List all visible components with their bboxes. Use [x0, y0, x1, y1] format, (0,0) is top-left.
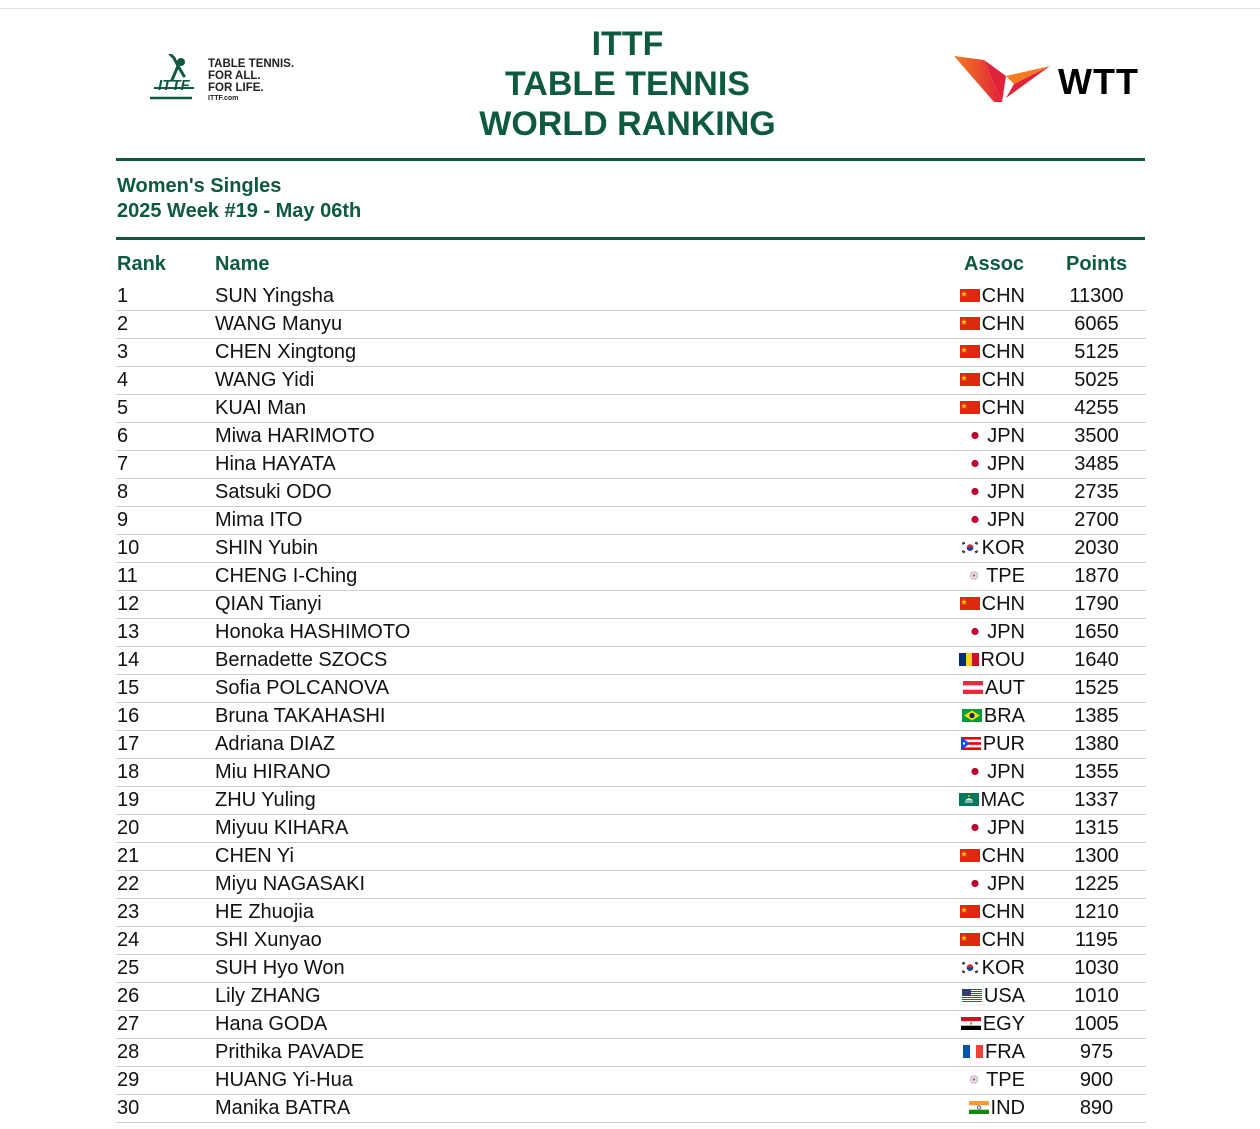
table-row: [0, 563, 1260, 591]
table-row: [0, 423, 1260, 451]
rank-cell: 22: [117, 873, 140, 895]
flag-puerto-rico-icon: [961, 737, 981, 750]
player-name: SHIN Yubin: [215, 537, 319, 559]
ranking-subtitle: [117, 174, 361, 224]
rank-cell: 18: [117, 761, 140, 783]
rank-cell: 27: [117, 1013, 140, 1035]
table-row: [0, 955, 1260, 983]
assoc-cell: [950, 311, 1025, 338]
table-row: [0, 283, 1260, 311]
assoc-cell: [950, 927, 1025, 954]
player-name: SUH Hyo Won: [215, 957, 345, 979]
points-cell: 1225: [1074, 873, 1119, 895]
header-rank: Rank: [117, 253, 166, 275]
flag-korea-icon: [960, 541, 980, 554]
player-name: HE Zhuojia: [215, 901, 314, 923]
flag-china-icon: [960, 373, 980, 386]
table-row: [0, 983, 1260, 1011]
assoc-code: IND: [990, 1097, 1025, 1119]
assoc-code: JPN: [987, 817, 1025, 839]
tagline-line-1: TABLE TENNIS.: [208, 58, 295, 70]
player-name: Hina HAYATA: [215, 453, 336, 475]
rank-cell: 5: [117, 397, 129, 419]
flag-china-icon: [960, 289, 980, 302]
table-row: [0, 535, 1260, 563]
table-row: [0, 507, 1260, 535]
points-cell: 1315: [1074, 817, 1119, 839]
player-name: Miwa HARIMOTO: [215, 425, 375, 447]
assoc-code: JPN: [987, 621, 1025, 643]
ittf-mark: ITTF: [158, 77, 190, 94]
flag-egypt-icon: [961, 1017, 981, 1030]
assoc-code: KOR: [981, 537, 1025, 559]
title-line-1: ITTF: [591, 25, 664, 63]
points-cell: 1195: [1074, 929, 1118, 951]
assoc-cell: [950, 367, 1025, 394]
assoc-code: KOR: [981, 957, 1025, 979]
assoc-cell: [950, 731, 1025, 758]
points-cell: 1010: [1074, 985, 1119, 1007]
rank-cell: 2: [117, 313, 129, 335]
assoc-cell: [950, 759, 1025, 786]
rank-cell: 10: [117, 537, 140, 559]
assoc-code: JPN: [987, 509, 1025, 531]
assoc-cell: [950, 619, 1025, 646]
top-divider: [0, 8, 1260, 9]
assoc-code: JPN: [987, 425, 1025, 447]
player-name: Prithika PAVADE: [215, 1041, 364, 1063]
flag-usa-icon: [962, 989, 982, 1002]
assoc-code: CHN: [981, 397, 1025, 419]
player-name: Manika BATRA: [215, 1097, 351, 1119]
assoc-code: JPN: [987, 453, 1025, 475]
player-name: Adriana DIAZ: [215, 733, 336, 755]
table-row: [0, 675, 1260, 703]
points-cell: 890: [1079, 1097, 1114, 1119]
assoc-code: FRA: [985, 1041, 1025, 1063]
table-row: [0, 815, 1260, 843]
assoc-code: EGY: [982, 1013, 1025, 1035]
rank-cell: 29: [117, 1069, 140, 1091]
assoc-cell: [950, 843, 1025, 870]
player-name: Miu HIRANO: [215, 761, 331, 783]
player-name: Bernadette SZOCS: [215, 649, 388, 671]
player-name: KUAI Man: [215, 397, 307, 419]
title-line-3: WORLD RANKING: [479, 105, 776, 143]
wtt-wing-icon: [954, 54, 1054, 106]
table-row: [0, 1011, 1260, 1039]
flag-japan-icon: [965, 877, 985, 890]
table-row: [0, 619, 1260, 647]
points-cell: 975: [1079, 1041, 1114, 1063]
ittf-logo: [148, 54, 323, 104]
rank-cell: 8: [117, 481, 129, 503]
points-cell: 1337: [1074, 789, 1119, 811]
flag-chinese-taipei-icon: [964, 569, 984, 582]
rank-cell: 11: [117, 565, 138, 587]
player-name: Hana GODA: [215, 1013, 328, 1035]
flag-japan-icon: [965, 429, 985, 442]
week-label: 2025 Week #19 - May 06th: [117, 200, 362, 222]
table-row: [0, 395, 1260, 423]
table-row: [0, 703, 1260, 731]
player-name: WANG Yidi: [215, 369, 315, 391]
assoc-code: CHN: [981, 313, 1025, 335]
points-cell: 1870: [1074, 565, 1119, 587]
rank-cell: 7: [117, 453, 129, 475]
points-cell: 1790: [1074, 593, 1119, 615]
points-cell: 2030: [1074, 537, 1119, 559]
player-name: Mima ITO: [215, 509, 303, 531]
assoc-cell: [950, 675, 1025, 702]
assoc-cell: [950, 423, 1025, 450]
player-name: Honoka HASHIMOTO: [215, 621, 411, 643]
rank-cell: 28: [117, 1041, 140, 1063]
rank-cell: 14: [117, 649, 140, 671]
points-cell: 11300: [1069, 285, 1124, 307]
tagline-line-3: FOR LIFE.: [208, 82, 264, 94]
assoc-code: ROU: [980, 649, 1025, 671]
event-label: Women's Singles: [117, 175, 282, 197]
header-name: Name: [215, 253, 270, 275]
rank-cell: 17: [117, 733, 140, 755]
page-title: [430, 24, 825, 144]
points-cell: 2735: [1074, 481, 1119, 503]
table-row: [0, 899, 1260, 927]
rank-cell: 26: [117, 985, 140, 1007]
player-name: Miyuu KIHARA: [215, 817, 349, 839]
flag-brazil-icon: [962, 709, 982, 722]
points-cell: 1380: [1074, 733, 1119, 755]
title-line-2: TABLE TENNIS: [505, 65, 750, 103]
flag-japan-icon: [965, 485, 985, 498]
assoc-code: TPE: [986, 1069, 1025, 1091]
assoc-cell: [950, 563, 1025, 590]
points-cell: 1030: [1074, 957, 1119, 979]
assoc-cell: [950, 451, 1025, 478]
table-row: [0, 843, 1260, 871]
assoc-cell: [950, 591, 1025, 618]
table-row: [0, 871, 1260, 899]
flag-china-icon: [960, 597, 980, 610]
points-cell: 1650: [1074, 621, 1119, 643]
points-cell: 1640: [1074, 649, 1119, 671]
rank-cell: 21: [117, 845, 140, 867]
assoc-code: CHN: [981, 369, 1025, 391]
flag-india-icon: [969, 1101, 989, 1114]
assoc-code: CHN: [981, 285, 1025, 307]
rank-cell: 25: [117, 957, 140, 979]
table-row: [0, 647, 1260, 675]
table-row: [0, 367, 1260, 395]
table-row: [0, 311, 1260, 339]
table-row: [0, 451, 1260, 479]
flag-china-icon: [960, 905, 980, 918]
points-cell: 5025: [1074, 369, 1119, 391]
assoc-cell: [950, 395, 1025, 422]
assoc-cell: [950, 787, 1025, 814]
assoc-cell: [950, 1011, 1025, 1038]
assoc-code: TPE: [986, 565, 1025, 587]
flag-japan-icon: [965, 625, 985, 638]
assoc-cell: [950, 647, 1025, 674]
rank-cell: 20: [117, 817, 140, 839]
points-cell: 1385: [1074, 705, 1119, 727]
player-name: Lily ZHANG: [215, 985, 321, 1007]
flag-japan-icon: [965, 513, 985, 526]
rank-cell: 16: [117, 705, 140, 727]
assoc-cell: [950, 871, 1025, 898]
points-cell: 1355: [1074, 761, 1119, 783]
assoc-code: JPN: [987, 761, 1025, 783]
player-name: Sofia POLCANOVA: [215, 677, 390, 699]
assoc-cell: [950, 983, 1025, 1010]
player-name: CHENG I-Ching: [215, 565, 358, 587]
table-row: [0, 731, 1260, 759]
points-cell: 1210: [1074, 901, 1119, 923]
player-name: CHEN Xingtong: [215, 341, 357, 363]
assoc-code: CHN: [981, 341, 1025, 363]
player-name: CHEN Yi: [215, 845, 294, 867]
player-name: QIAN Tianyi: [215, 593, 322, 615]
player-name: ZHU Yuling: [215, 789, 316, 811]
flag-china-icon: [960, 933, 980, 946]
flag-china-icon: [960, 345, 980, 358]
table-row: [0, 759, 1260, 787]
rank-cell: 12: [117, 593, 140, 615]
rank-cell: 19: [117, 789, 140, 811]
assoc-cell: [950, 703, 1025, 730]
ranking-table: [0, 283, 1260, 1123]
subtitle-rule: [116, 237, 1145, 240]
assoc-code: PUR: [982, 733, 1025, 755]
points-cell: 1525: [1074, 677, 1119, 699]
assoc-cell: [950, 1095, 1025, 1122]
points-cell: 1300: [1074, 845, 1119, 867]
player-name: Satsuki ODO: [215, 481, 332, 503]
assoc-cell: [950, 1067, 1025, 1094]
flag-japan-icon: [965, 765, 985, 778]
flag-romania-icon: [959, 653, 979, 666]
table-row: [0, 1039, 1260, 1067]
assoc-cell: [950, 479, 1025, 506]
assoc-cell: [950, 339, 1025, 366]
rank-cell: 15: [117, 677, 140, 699]
rank-cell: 13: [117, 621, 140, 643]
flag-china-icon: [960, 401, 980, 414]
wtt-logo: [954, 54, 1154, 106]
table-row: [0, 787, 1260, 815]
table-row: [0, 479, 1260, 507]
header-points: Points: [1066, 253, 1128, 275]
assoc-code: USA: [983, 985, 1025, 1007]
ittf-player-icon: [148, 54, 206, 102]
assoc-cell: [950, 507, 1025, 534]
assoc-code: CHN: [981, 929, 1025, 951]
flag-japan-icon: [965, 821, 985, 834]
ittf-url: ITTF.com: [208, 95, 239, 102]
table-row: [0, 1095, 1260, 1123]
points-cell: 6065: [1074, 313, 1119, 335]
player-name: Bruna TAKAHASHI: [215, 705, 386, 727]
player-name: WANG Manyu: [215, 313, 343, 335]
rank-cell: 1: [117, 285, 129, 307]
table-row: [0, 339, 1260, 367]
player-name: Miyu NAGASAKI: [215, 873, 366, 895]
table-header: [0, 253, 1260, 281]
assoc-code: JPN: [987, 873, 1025, 895]
flag-china-icon: [960, 317, 980, 330]
header-assoc: Assoc: [964, 253, 1025, 275]
rank-cell: 4: [117, 369, 129, 391]
assoc-cell: [950, 899, 1025, 926]
points-cell: 3485: [1074, 453, 1119, 475]
points-cell: 2700: [1074, 509, 1119, 531]
points-cell: 1005: [1074, 1013, 1119, 1035]
player-name: SUN Yingsha: [215, 285, 334, 307]
flag-korea-icon: [960, 961, 980, 974]
assoc-cell: [950, 1039, 1025, 1066]
table-row: [0, 591, 1260, 619]
rank-cell: 3: [117, 341, 129, 363]
rank-cell: 23: [117, 901, 140, 923]
rank-cell: 9: [117, 509, 129, 531]
ittf-tagline: [208, 58, 294, 103]
player-name: SHI Xunyao: [215, 929, 322, 951]
rank-cell: 24: [117, 929, 140, 951]
rank-cell: 6: [117, 425, 129, 447]
assoc-code: CHN: [981, 593, 1025, 615]
assoc-code: AUT: [985, 677, 1025, 699]
assoc-code: MAC: [980, 789, 1025, 811]
assoc-code: JPN: [987, 481, 1025, 503]
assoc-cell: [950, 815, 1025, 842]
tagline-line-2: FOR ALL.: [208, 70, 261, 82]
flag-china-icon: [960, 849, 980, 862]
flag-macao-icon: [959, 793, 979, 806]
table-row: [0, 927, 1260, 955]
header-rule: [116, 158, 1145, 161]
assoc-code: BRA: [983, 705, 1025, 727]
flag-chinese-taipei-icon: [964, 1073, 984, 1086]
assoc-cell: [950, 955, 1025, 982]
assoc-code: CHN: [981, 845, 1025, 867]
player-name: HUANG Yi-Hua: [215, 1069, 353, 1091]
assoc-cell: [950, 535, 1025, 562]
points-cell: 3500: [1074, 425, 1119, 447]
table-row: [0, 1067, 1260, 1095]
points-cell: 4255: [1074, 397, 1119, 419]
flag-austria-icon: [963, 681, 983, 694]
points-cell: 900: [1079, 1069, 1114, 1091]
assoc-cell: [950, 283, 1025, 310]
rank-cell: 30: [117, 1097, 140, 1119]
assoc-code: CHN: [981, 901, 1025, 923]
points-cell: 5125: [1074, 341, 1119, 363]
flag-japan-icon: [965, 457, 985, 470]
wtt-wordmark: WTT: [1058, 61, 1139, 102]
flag-france-icon: [963, 1045, 983, 1058]
